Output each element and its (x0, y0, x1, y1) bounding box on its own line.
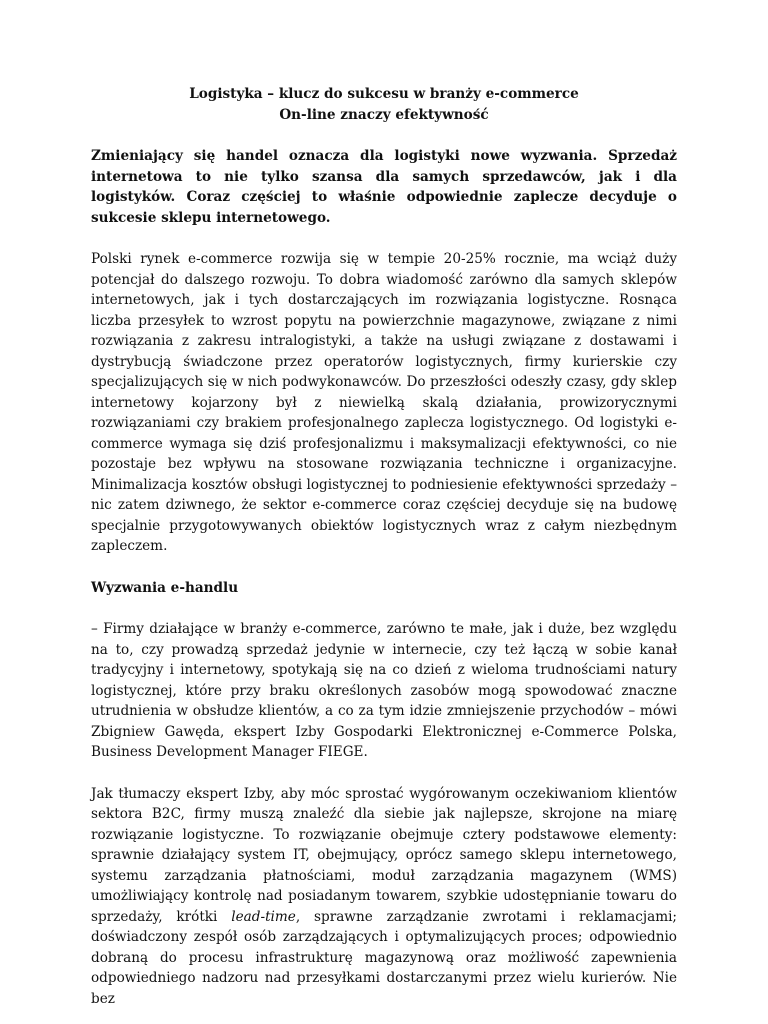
title-line-1: Logistyka – klucz do sukcesu w branży e-commerce (189, 86, 579, 102)
paragraph-expert (91, 784, 677, 1010)
lead-paragraph: Zmieniający się handel oznacza dla logistyki nowe wyzwania. Sprzedaż internetowa to nie tylko szansa dla samych sprzedawców, jak i dla logistyków. Coraz częściej to właśnie odpowiednie zaplecze decyduje o sukcesie sklepu internetowego. (91, 148, 677, 226)
paragraph-expert-text-1: Jak tłumaczy ekspert Izby, aby móc sprostać wygórowanym oczekiwaniom klientów sektora B2C, firmy muszą znaleźć dla siebie jak najlepsze, skrojone na miarę rozwiązanie logistyczne. To rozwiązanie obejmuje cztery podstawowe elementy: sprawnie działający system IT, obejmujący, oprócz samego sklepu internetowego, systemu zarządzania płatnościami, moduł zarządzania magazynem (WMS) umożliwiający kontrolę nad posiadanym towarem, szybkie udostępnianie towaru do sprzedaży, krótki (91, 785, 677, 925)
document-page (91, 84, 677, 1009)
paragraph-expert-text-2: , sprawne zarządzanie zwrotami i reklamacjami; doświadczony zespół osób zarządzających i optymalizujących proces; odpowiednio dobraną do procesu infrastrukturę magazynową oraz możliwość zapewnienia odpowiedniego nadzoru nad przesyłkami dostarczanymi przez wielu kurierów. Nie bez (91, 908, 678, 1007)
paragraph-market: Polski rynek e-commerce rozwija się w tempie 20-25% rocznie, ma wciąż duży potencjał do dalszego rozwoju. To dobra wiadomość zarówno dla samych sklepów internetowych, jak i tych dostarczających im rozwiązania logistyczne. Rosnąca liczba przesyłek to wzrost popytu na powierzchnie magazynowe, związane z nimi rozwiązania z zakresu intralogistyki, a także na usługi związane z dostawami i dystrybucją świadczone przez operatorów logistycznych, firmy kurierskie czy specjalizujących się w nich podwykonawców. Do przeszłości odeszły czasy, gdy sklep internetowy kojarzony był z niewielką skalą działania, prowizorycznymi rozwiązaniami czy brakiem profesjonalnego zaplecza logistycznego. Od logistyki e-commerce wymaga się dziś profesjonalizmu i maksymalizacji efektywności, co nie pozostaje bez wpływu na stosowane rozwiązania techniczne i organizacyjne. Minimalizacja kosztów obsługi logistycznej to podniesienie efektywności sprzedaży – nic zatem dziwnego, że sektor e-commerce coraz częściej decyduje się na budowę specjalnie przygotowywanych obiektów logistycznych wraz z całym niezbędnym zapleczem. (91, 251, 677, 554)
lead-time-term: lead-time (231, 908, 296, 925)
document-title (91, 84, 677, 125)
paragraph-quote: – Firmy działające w branży e-commerce, zarówno te małe, jak i duże, bez względu na to, czy prowadzą sprzedaż jedynie w internecie, czy też łączą w sobie kanał tradycyjny i internetowy, spotykają się na co dzień z wieloma trudnościami natury logistycznej, które przy braku określonych zasobów mogą spowodować znaczne utrudnienia w obsłudze klientów, a co za tym idzie zmniejszenie przychodów – mówi Zbigniew Gawęda, ekspert Izby Gospodarki Elektronicznej e-Commerce Polska, Business Development Manager FIEGE. (91, 621, 677, 760)
title-line-2: On-line znaczy efektywność (279, 106, 489, 123)
section-heading: Wyzwania e-handlu (91, 579, 239, 596)
